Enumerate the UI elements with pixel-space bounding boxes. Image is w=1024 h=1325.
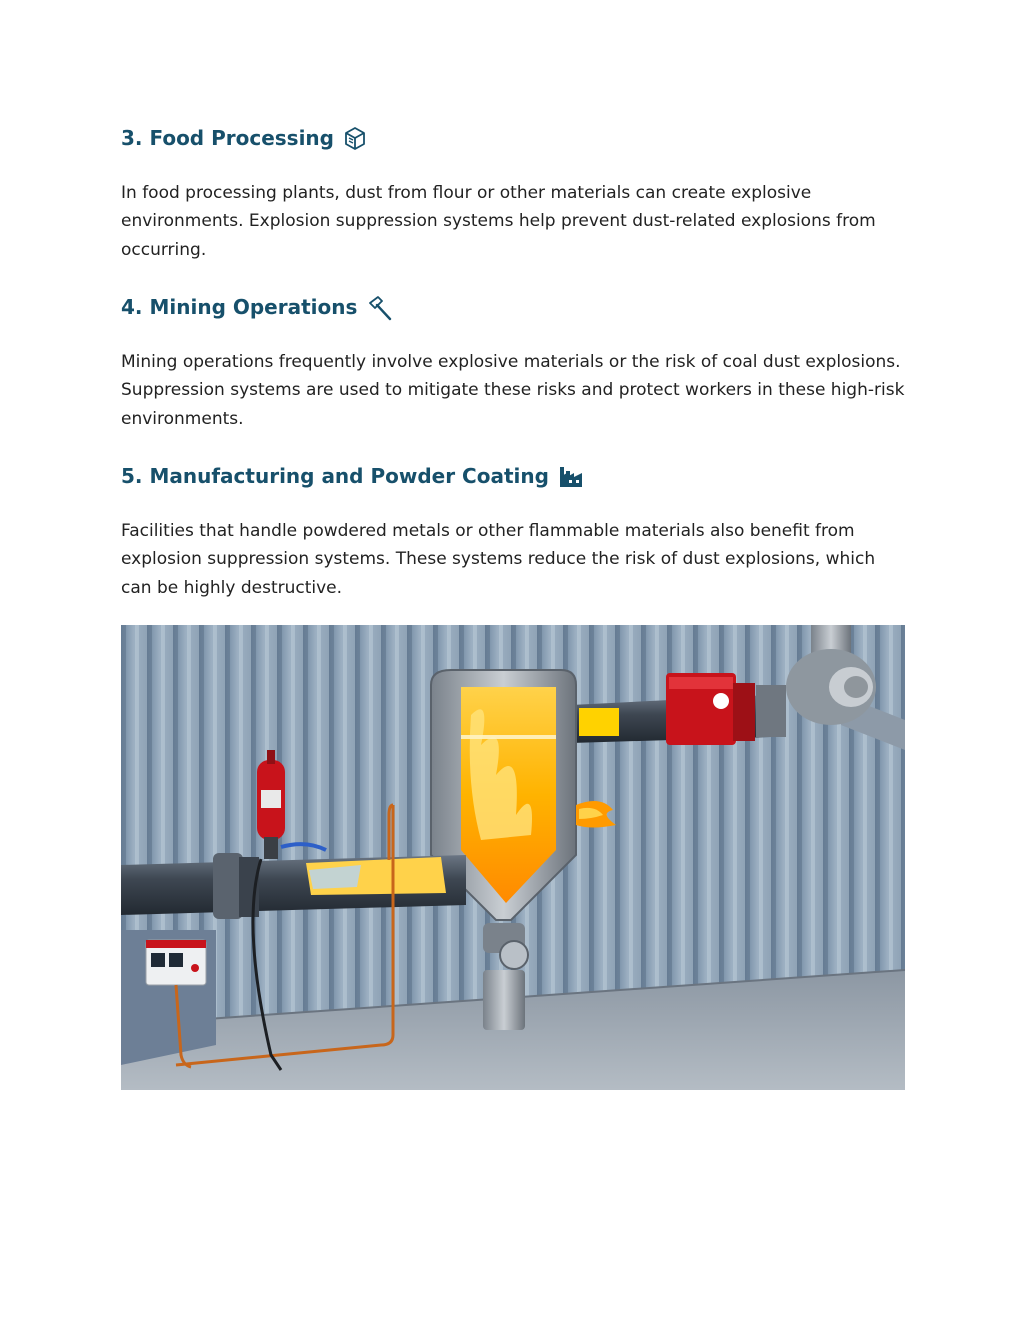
box-icon bbox=[342, 125, 368, 151]
heading-text: 4. Mining Operations bbox=[121, 295, 358, 319]
hammer-icon bbox=[365, 294, 391, 320]
section-heading bbox=[121, 292, 905, 322]
section-body: In food processing plants, dust from flour or other materials can create explosive environments. Explosion suppression systems help prevent dust-related explosions from occurring. bbox=[121, 183, 876, 260]
section-manufacturing-powder-coating bbox=[121, 461, 905, 602]
section-body: Facilities that handle powdered metals or other flammable materials also benefit from explosion suppression systems. These systems reduce the risk of dust explosions, which can be highly destructive. bbox=[121, 521, 876, 598]
section-heading bbox=[121, 461, 905, 491]
section-mining-operations bbox=[121, 292, 905, 433]
heading-text: 3. Food Processing bbox=[121, 126, 334, 150]
factory-icon bbox=[557, 463, 583, 489]
explosion-suppression-illustration bbox=[121, 625, 905, 1090]
section-food-processing bbox=[121, 123, 905, 264]
heading-text: 5. Manufacturing and Powder Coating bbox=[121, 464, 549, 488]
section-body: Mining operations frequently involve explosive materials or the risk of coal dust explosions. Suppression systems are used to mitigate these risks and protect workers in these high-risk environments. bbox=[121, 352, 905, 429]
section-heading bbox=[121, 123, 905, 153]
